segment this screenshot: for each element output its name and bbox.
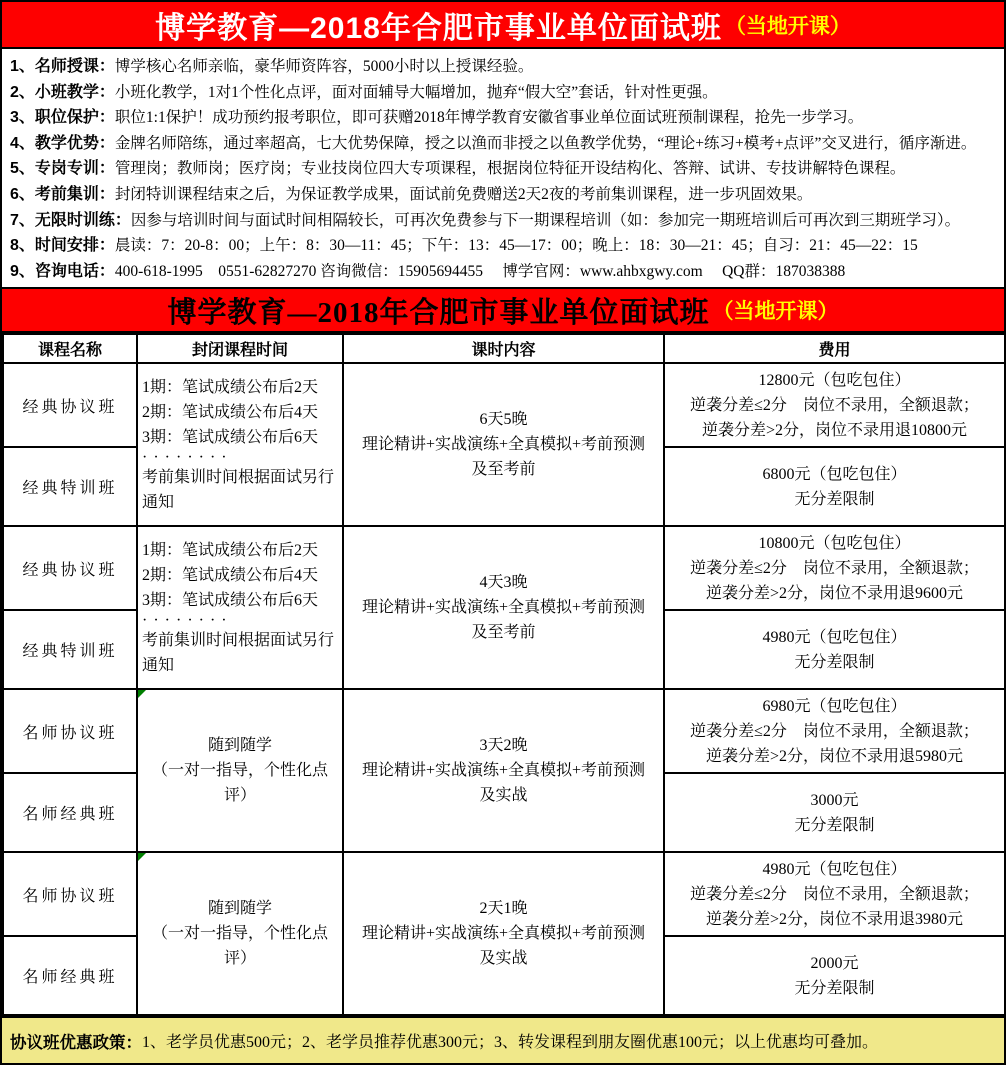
feature-text: 小班化教学，1对1个性化点评，面对面辅导大幅增加，抛弃“假大空”套话，针对性更强。 <box>114 83 718 101</box>
top-banner-subtitle: （当地开课） <box>724 14 851 38</box>
feature-text: 400-618-1995 0551-62827270 咨询微信：15905694455 博学官网：www.ahbxgwy.com QQ群：187038388 <box>114 262 846 280</box>
comment-marker-icon <box>138 853 146 861</box>
features-list <box>2 49 1004 287</box>
fee-line: 逆袭分差≤2分 岗位不录用，全额退款； <box>690 885 979 903</box>
feature-label: 2、小班教学： <box>10 83 115 101</box>
course-name: 名师经典班 <box>3 936 137 1015</box>
time-line: （一对一指导，个性化点评） <box>151 925 328 968</box>
feature-text: 封闭特训课程结束之后，为保证教学成果，面试前免费赠送2天2夜的考前集训课程，进一步巩固效果。 <box>114 185 813 203</box>
content-cell <box>343 689 664 852</box>
fee-line: 4980元（包吃包住） <box>762 860 907 878</box>
table-banner-subtitle: （当地开课） <box>712 300 839 324</box>
feature-label: 6、考前集训： <box>10 185 115 203</box>
time-line: 2期：笔试成绩公布后4天 <box>142 403 319 421</box>
content-line: 理论精讲+实战演练+全真模拟+考前预测 <box>361 762 646 780</box>
feature-label: 7、无限时训练： <box>10 211 131 229</box>
time-line: 考前集训时间根据面试另行通知 <box>142 631 335 674</box>
fee-cell <box>664 610 1005 689</box>
content-line: 2天1晚 <box>479 900 528 918</box>
time-line: 3期：笔试成绩公布后6天 <box>142 591 319 609</box>
time-line: 考前集训时间根据面试另行通知 <box>142 468 335 511</box>
feature-item-6 <box>10 182 996 208</box>
fee-line: 6800元（包吃包住） <box>762 465 907 483</box>
time-line: 随到随学 <box>207 737 272 755</box>
feature-item-4 <box>10 131 996 157</box>
fee-line: 逆袭分差≤2分 岗位不录用，全额退款； <box>690 722 979 740</box>
content-line: 及至考前 <box>471 461 536 479</box>
fee-line: 3000元 <box>810 791 859 809</box>
table-row <box>3 526 1005 610</box>
fee-line: 逆袭分差≤2分 岗位不录用，全额退款； <box>690 396 979 414</box>
feature-item-1 <box>10 54 996 80</box>
feature-label: 8、时间安排： <box>10 237 115 255</box>
fee-line: 逆袭分差>2分，岗位不录用退9600元 <box>705 584 964 602</box>
content-line: 4天3晚 <box>479 574 528 592</box>
fee-line: 无分差限制 <box>794 490 875 508</box>
fee-cell <box>664 363 1005 447</box>
course-table <box>2 333 1006 1016</box>
content-line: 及至考前 <box>471 624 536 642</box>
course-name: 名师经典班 <box>3 773 137 852</box>
course-name: 名师协议班 <box>3 852 137 936</box>
fee-cell <box>664 447 1005 526</box>
content-line: 及实战 <box>479 950 528 968</box>
header-fee: 费用 <box>664 334 1005 363</box>
table-banner-title: 博学教育—2018年合肥市事业单位面试班 <box>167 296 710 329</box>
feature-item-9 <box>10 259 996 285</box>
fee-line: 逆袭分差>2分，岗位不录用退5980元 <box>705 747 964 765</box>
time-line: 2期：笔试成绩公布后4天 <box>142 566 319 584</box>
time-cell <box>137 689 343 852</box>
content-cell <box>343 852 664 1015</box>
feature-item-3 <box>10 105 996 131</box>
promo-footer <box>2 1016 1004 1063</box>
feature-text: 因参与培训时间与面试时间相隔较长，可再次免费参与下一期课程培训（如：参加完一期班培训后可再次到三期班学习）。 <box>130 211 961 229</box>
course-name: 经典协议班 <box>3 526 137 610</box>
feature-label: 3、职位保护： <box>10 109 115 127</box>
feature-label: 9、咨询电话： <box>10 262 115 280</box>
table-header-row <box>3 334 1005 363</box>
top-banner <box>2 2 1004 49</box>
table-row <box>3 363 1005 447</box>
content-line: 理论精讲+实战演练+全真模拟+考前预测 <box>361 925 646 943</box>
feature-item-7 <box>10 208 996 234</box>
feature-text: 金牌名师陪练，通过率超高，七大优势保障，授之以渔而非授之以鱼教学优势，“理论+练习+模考+点评”交叉进行，循序渐进。 <box>114 134 977 152</box>
time-line: 3期：笔试成绩公布后6天 <box>142 428 319 446</box>
fee-line: 12800元（包吃包住） <box>758 371 911 389</box>
fee-line: 6980元（包吃包住） <box>762 697 907 715</box>
feature-label: 1、名师授课： <box>10 58 115 75</box>
fee-cell <box>664 526 1005 610</box>
feature-text: 管理岗；教师岗；医疗岗；专业技岗位四大专项课程，根据岗位特征开设结构化、答辩、试讲、专技讲解特色课程。 <box>114 160 906 178</box>
table-row <box>3 689 1005 773</box>
course-name: 名师协议班 <box>3 689 137 773</box>
time-line: （一对一指导，个性化点评） <box>151 762 328 805</box>
fee-line: 无分差限制 <box>794 816 875 834</box>
top-banner-title: 博学教育—2018年合肥市事业单位面试班 <box>155 11 722 45</box>
course-name: 经典特训班 <box>3 610 137 689</box>
feature-text: 职位1:1保护！成功预约报考职位，即可获赠2018年博学教育安徽省事业单位面试班预制课程，抢先一步学习。 <box>114 109 864 127</box>
content-line: 理论精讲+实战演练+全真模拟+考前预测 <box>361 436 646 454</box>
feature-text: 晨读：7：20-8：00；上午：8：30—11：45；下午：13：45—17：00；晚上：18：30—21：45；自习：21：45—22：15 <box>114 237 918 255</box>
time-cell <box>137 852 343 1015</box>
fee-line: 无分差限制 <box>794 979 875 997</box>
fee-line: 逆袭分差>2分，岗位不录用退10800元 <box>701 421 968 439</box>
content-line: 理论精讲+实战演练+全真模拟+考前预测 <box>361 599 646 617</box>
course-name: 经典特训班 <box>3 447 137 526</box>
content-line: 6天5晚 <box>479 411 528 429</box>
time-cell <box>137 526 343 689</box>
promo-label: 协议班优惠政策： <box>10 1033 142 1052</box>
promo-text: 1、老学员优惠500元；2、老学员推荐优惠300元；3、转发课程到朋友圈优惠100元；以上优惠均可叠加。 <box>142 1034 879 1052</box>
content-line: 及实战 <box>479 787 528 805</box>
fee-line: 逆袭分差≤2分 岗位不录用，全额退款； <box>690 559 979 577</box>
fee-line: 10800元（包吃包住） <box>758 534 911 552</box>
time-cell <box>137 363 343 526</box>
fee-line: 无分差限制 <box>794 653 875 671</box>
time-line: 随到随学 <box>207 900 272 918</box>
fee-cell <box>664 773 1005 852</box>
content-cell <box>343 526 664 689</box>
time-line: 1期：笔试成绩公布后2天 <box>142 378 319 396</box>
comment-marker-icon <box>138 690 146 698</box>
feature-item-2 <box>10 80 996 106</box>
feature-text: 博学核心名师亲临，豪华师资阵容，5000小时以上授课经验。 <box>114 58 534 75</box>
course-name: 经典协议班 <box>3 363 137 447</box>
feature-item-8 <box>10 233 996 259</box>
content-line: 3天2晚 <box>479 737 528 755</box>
feature-label: 5、专岗专训： <box>10 160 115 178</box>
feature-label: 4、教学优势： <box>10 134 115 152</box>
dots-separator: ········ <box>142 448 233 466</box>
fee-cell <box>664 689 1005 773</box>
dots-separator: ········ <box>142 611 233 629</box>
feature-item-5 <box>10 156 996 182</box>
fee-line: 逆袭分差>2分，岗位不录用退3980元 <box>705 910 964 928</box>
fee-cell <box>664 852 1005 936</box>
header-course-name: 课程名称 <box>3 334 137 363</box>
time-line: 1期：笔试成绩公布后2天 <box>142 541 319 559</box>
header-course-content: 课时内容 <box>343 334 664 363</box>
header-course-time: 封闭课程时间 <box>137 334 343 363</box>
fee-line: 2000元 <box>810 954 859 972</box>
table-banner <box>2 287 1004 333</box>
fee-line: 4980元（包吃包住） <box>762 628 907 646</box>
fee-cell <box>664 936 1005 1015</box>
table-row <box>3 852 1005 936</box>
content-cell <box>343 363 664 526</box>
